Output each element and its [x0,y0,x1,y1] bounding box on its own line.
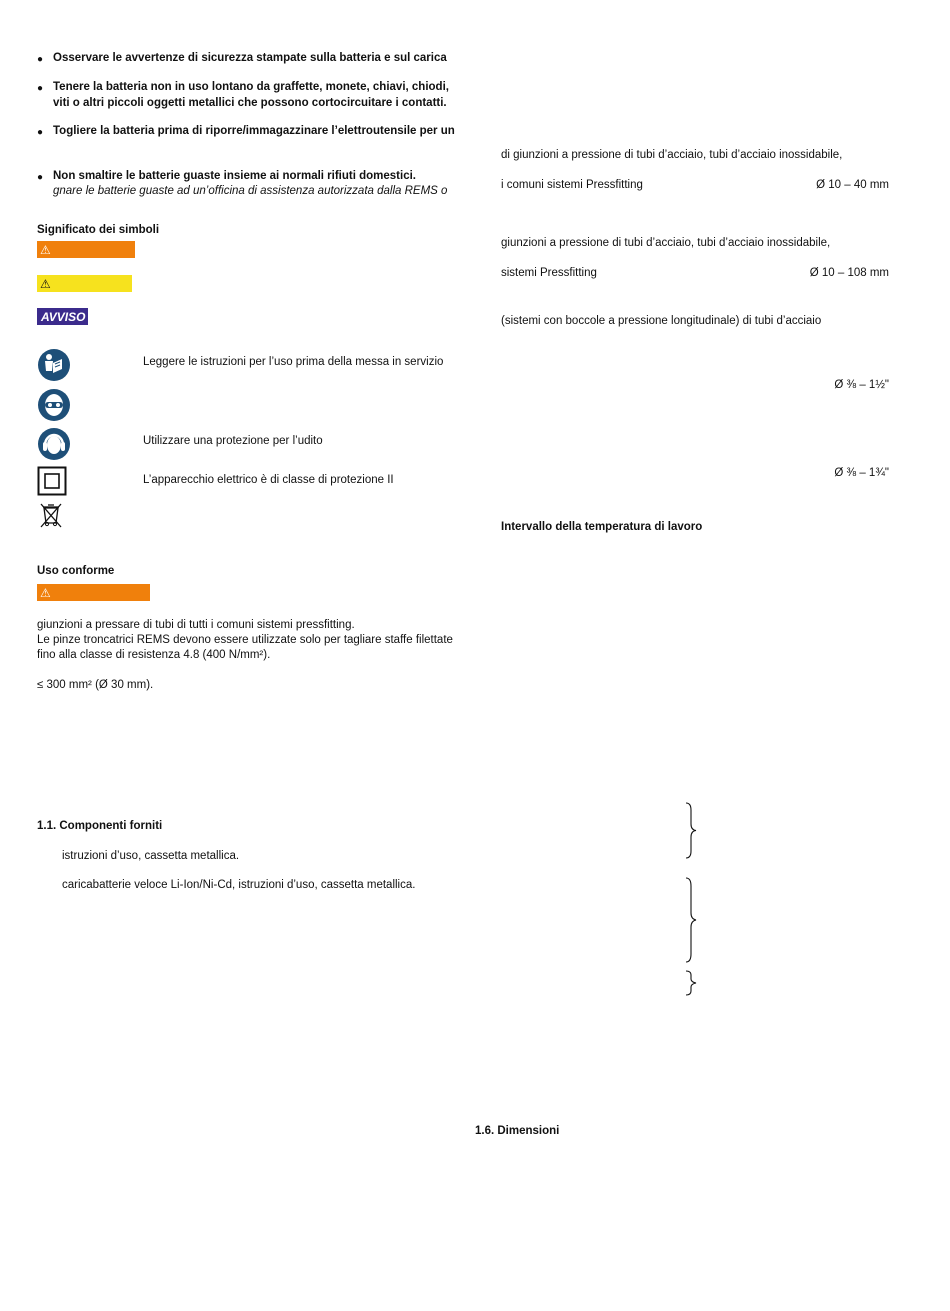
safety-note-text: Osservare le avvertenze di sicurezza stampate sulla batteria e sul carica [53,52,447,64]
section-heading: 1.6. Dimensioni [475,1125,560,1137]
symbol-description: L’apparecchio elettrico è di classe di protezione II [143,474,394,486]
warning-triangle-icon: ⚠ [40,242,51,257]
section-heading: Uso conforme [37,565,115,577]
paragraph-line: (sistemi con boccole a pressione longitudinale) di tubi d’acciaio [501,315,822,327]
notice-badge [37,308,88,325]
paragraph-line: fino alla classe di resistenza 4.8 (400 N/mm²). [37,649,271,661]
safety-note-text: Togliere la batteria prima di riporre/immagazzinare l’elettroutensile per un [53,125,455,137]
caution-badge [37,275,132,292]
protection-class-ii-icon [37,466,67,496]
spec-value: Ø 10 – 108 mm [809,267,889,279]
danger-badge [37,584,150,601]
paragraph-line: giunzioni a pressare di tubi di tutti i comuni sistemi pressfitting. [37,619,355,631]
eye-protection-icon [37,388,71,422]
paragraph-line: Le pinze troncatrici REMS devono essere utilizzate solo per tagliare staffe filettate [37,634,453,646]
spec-row [501,267,889,279]
symbol-description: Utilizzare una protezione per l’udito [143,435,323,447]
symbol-description: Leggere le istruzioni per l’uso prima della messa in servizio [143,356,444,368]
notice-label: AVVISO [41,309,86,324]
safety-note-text: viti o altri piccoli oggetti metallici che possono cortocircuitare i contatti. [53,97,447,109]
brace-mark [684,802,698,859]
warning-triangle-icon: ⚠ [40,276,51,291]
spec-row [501,379,889,391]
section-heading: 1.1. Componenti forniti [37,820,163,832]
bullet-dot: ● [37,83,44,94]
component-item: caricabatterie veloce Li-Ion/Ni-Cd, istruzioni d’uso, cassetta metallica. [62,879,416,891]
spec-row [501,467,889,479]
paragraph-line: giunzioni a pressione di tubi d’acciaio, tubi d’acciaio inossidabile, [501,237,831,249]
brace-mark [684,970,698,996]
spec-value: Ø 10 – 40 mm [816,179,889,191]
bullet-dot: ● [37,54,44,65]
spec-row [501,179,889,191]
read-manual-icon [37,348,71,382]
component-item: istruzioni d’uso, cassetta metallica. [62,850,240,862]
paragraph-line: di giunzioni a pressione di tubi d’acciaio, tubi d’acciaio inossidabile, [501,149,843,161]
spec-value: Ø ⅜ – 1½" [834,379,889,391]
section-heading: Intervallo della temperatura di lavoro [501,521,703,533]
safety-note-text: gnare le batterie guaste ad un’officina di assistenza autorizzata dalla REMS o [53,185,448,197]
danger-badge [37,241,135,258]
paragraph-line: ≤ 300 mm² (Ø 30 mm). [37,679,154,691]
ear-protection-icon [37,427,71,461]
warning-triangle-icon: ⚠ [40,585,51,600]
spec-label: sistemi Pressfitting [501,267,597,279]
bullet-dot: ● [37,127,44,138]
spec-value: Ø ⅜ – 1¾" [834,467,889,479]
bullet-dot: ● [37,172,44,183]
safety-note-text: Non smaltire le batterie guaste insieme ai normali rifiuti domestici. [53,170,416,182]
section-heading: Significato dei simboli [37,224,160,236]
safety-note-text: Tenere la batteria non in uso lontano da graffette, monete, chiavi, chiodi, [53,81,449,93]
weee-bin-icon [39,501,63,529]
spec-label: i comuni sistemi Pressfitting [501,179,643,191]
brace-mark [684,877,698,963]
